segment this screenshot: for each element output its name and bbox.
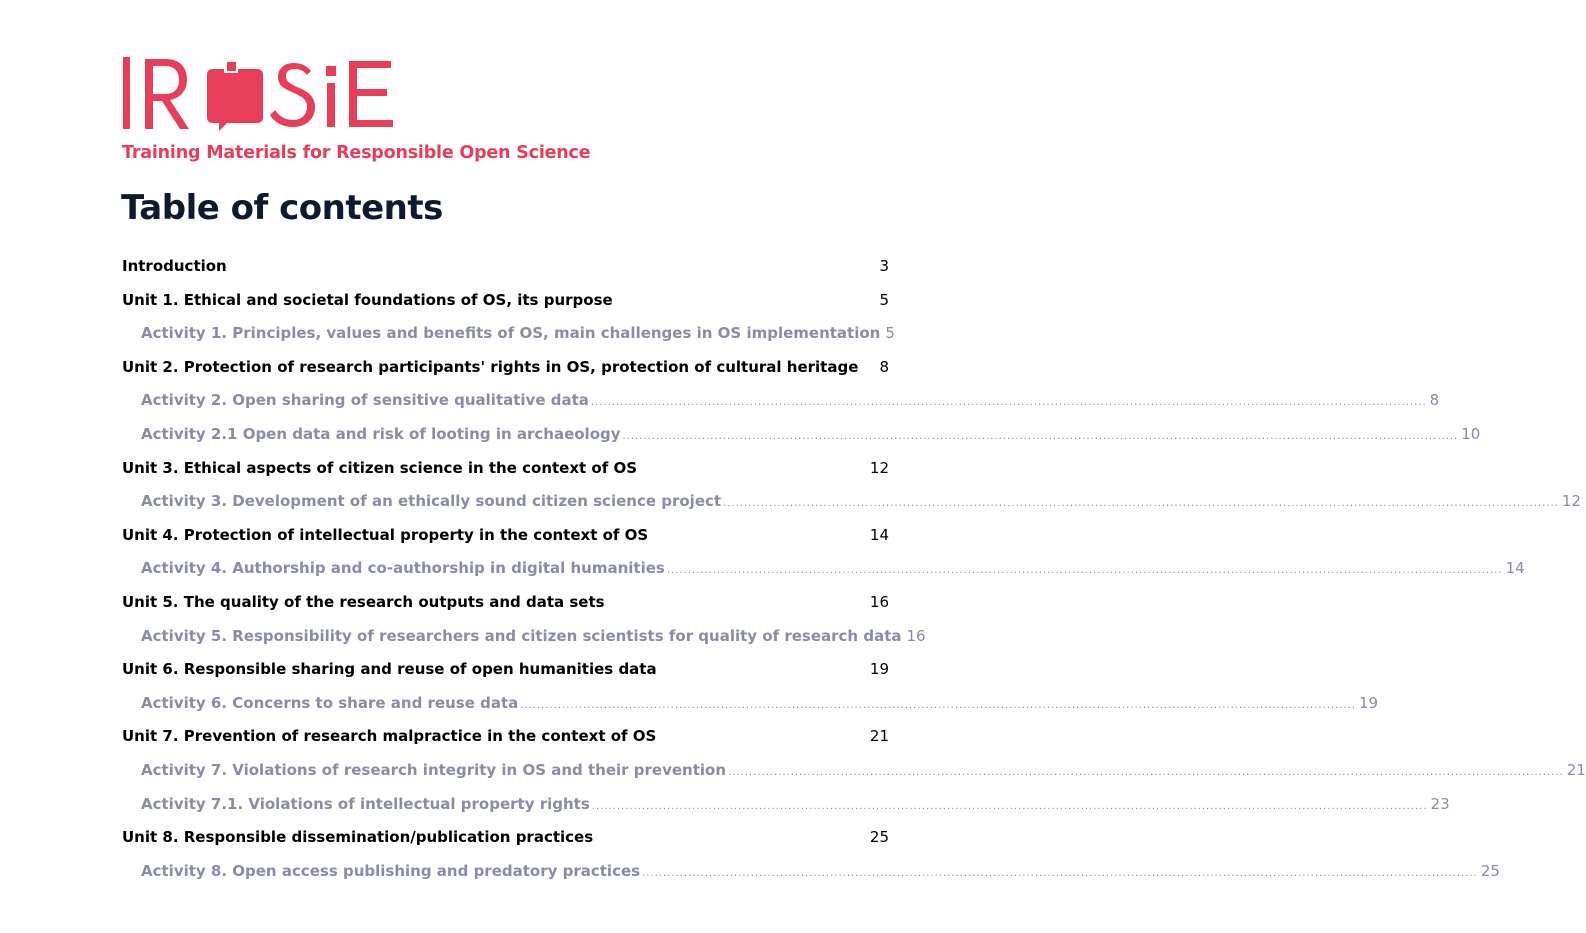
- toc-entry-label: Introduction: [122, 257, 227, 275]
- toc-unit-entry[interactable]: [122, 290, 889, 310]
- toc-entry-label: Unit 4. Protection of intellectual property in the context of OS: [122, 525, 649, 544]
- toc-page-number: 16: [906, 626, 926, 645]
- toc-activity-entry[interactable]: [141, 760, 1586, 783]
- logo-subtitle: Training Materials for Responsible Open Science: [122, 143, 591, 163]
- toc-entry-label: Activity 2.1 Open data and risk of looting in archaeology: [141, 425, 621, 443]
- toc-unit-entry[interactable]: [122, 357, 889, 377]
- toc-entry-label: Activity 1. Principles, values and benefits of OS, main challenges in OS implementation: [141, 324, 881, 343]
- toc-page-number: 5: [879, 290, 889, 309]
- toc-dot-leader: ........................................................................................................................................................................................................: [666, 565, 1503, 577]
- toc-unit-entry[interactable]: [122, 458, 889, 478]
- toc-entry-label: Activity 5. Responsibility of researchers and citizen scientists for quality of research data: [141, 626, 902, 645]
- toc-unit-entry[interactable]: [122, 726, 889, 746]
- toc-dot-leader: ........................................................................................................................................................................................................: [728, 767, 1564, 778]
- toc-page-number: 12: [1561, 492, 1581, 511]
- toc-unit-entry[interactable]: [122, 659, 889, 679]
- toc-entry-label: Unit 8. Responsible dissemination/publication practices: [122, 828, 594, 847]
- toc-page-number: 14: [1505, 559, 1525, 578]
- toc-page-number: 10: [1461, 425, 1481, 443]
- toc-entry-label: Activity 2. Open sharing of sensitive qualitative data: [141, 391, 589, 410]
- toc-dot-leader: ........................................................................................................................................................................................................: [642, 867, 1478, 879]
- toc-entry-label: Activity 7.1. Violations of intellectual property rights: [141, 794, 590, 813]
- toc-page-number: 14: [869, 525, 889, 544]
- toc-dot-leader: ........................................................................................................................................................................................................: [723, 498, 1559, 510]
- toc-unit-entry[interactable]: [122, 592, 889, 612]
- toc-unit-entry[interactable]: [122, 256, 889, 276]
- toc-entry-label: Unit 5. The quality of the research outputs and data sets: [122, 593, 605, 611]
- toc-dot-leader: ........................................................................................................................................................................................................: [591, 800, 1428, 812]
- toc-page-number: 5: [885, 324, 895, 343]
- toc-activity-entry[interactable]: [141, 794, 1450, 817]
- toc-dot-leader: ........................................................................................................................................................................................................: [520, 699, 1356, 711]
- toc-dot-leader: ........................................................................................................................................................................................................: [590, 397, 1427, 409]
- toc-page-number: 25: [869, 828, 889, 847]
- toc-entry-label: Activity 4. Authorship and co-authorship in digital humanities: [141, 559, 665, 578]
- toc-page-number: 19: [869, 660, 889, 679]
- toc-entry-label: Activity 8. Open access publishing and predatory practices: [141, 861, 641, 880]
- toc-activity-entry[interactable]: [141, 323, 895, 346]
- toc-activity-entry[interactable]: [141, 491, 1581, 514]
- toc-page-number: 19: [1359, 693, 1379, 712]
- toc-entry-label: Unit 7. Prevention of research malpractice in the context of OS: [122, 727, 657, 746]
- toc-page-number: 3: [879, 257, 889, 275]
- toc-page-number: 21: [1566, 761, 1586, 779]
- toc-page-number: 16: [869, 593, 889, 611]
- toc-activity-entry[interactable]: [141, 558, 1525, 581]
- toc-page-number: 21: [869, 727, 889, 746]
- toc-entry-label: Unit 1. Ethical and societal foundations of OS, its purpose: [122, 290, 613, 309]
- toc-activity-entry[interactable]: [141, 861, 1500, 884]
- toc-entry-label: Activity 7. Violations of research integrity in OS and their prevention: [141, 761, 727, 779]
- toc-unit-entry[interactable]: [122, 827, 889, 847]
- toc-entry-label: Unit 2. Protection of research participants' rights in OS, protection of cultural heritage: [122, 357, 859, 376]
- toc-entry-label: Activity 3. Development of an ethically sound citizen science project: [141, 492, 722, 511]
- toc-entry-label: Activity 6. Concerns to share and reuse data: [141, 693, 519, 712]
- toc-entry-label: Unit 3. Ethical aspects of citizen science in the context of OS: [122, 458, 638, 477]
- toc-page-number: 12: [869, 458, 889, 477]
- toc-activity-entry[interactable]: [141, 424, 1481, 447]
- toc-page-number: 8: [879, 357, 889, 376]
- toc-activity-entry[interactable]: [141, 693, 1379, 716]
- toc-page-number: 25: [1480, 861, 1500, 880]
- toc-activity-entry[interactable]: [141, 626, 926, 649]
- toc-page-number: 8: [1429, 391, 1440, 410]
- toc-entry-label: Unit 6. Responsible sharing and reuse of open humanities data: [122, 660, 657, 679]
- toc-dot-leader: ........................................................................................................................................................................................................: [622, 431, 1459, 442]
- toc-activity-entry[interactable]: [141, 390, 1440, 413]
- page-title: Table of contents: [121, 188, 443, 228]
- toc-unit-entry[interactable]: [122, 525, 889, 545]
- toc-page-number: 23: [1430, 794, 1450, 813]
